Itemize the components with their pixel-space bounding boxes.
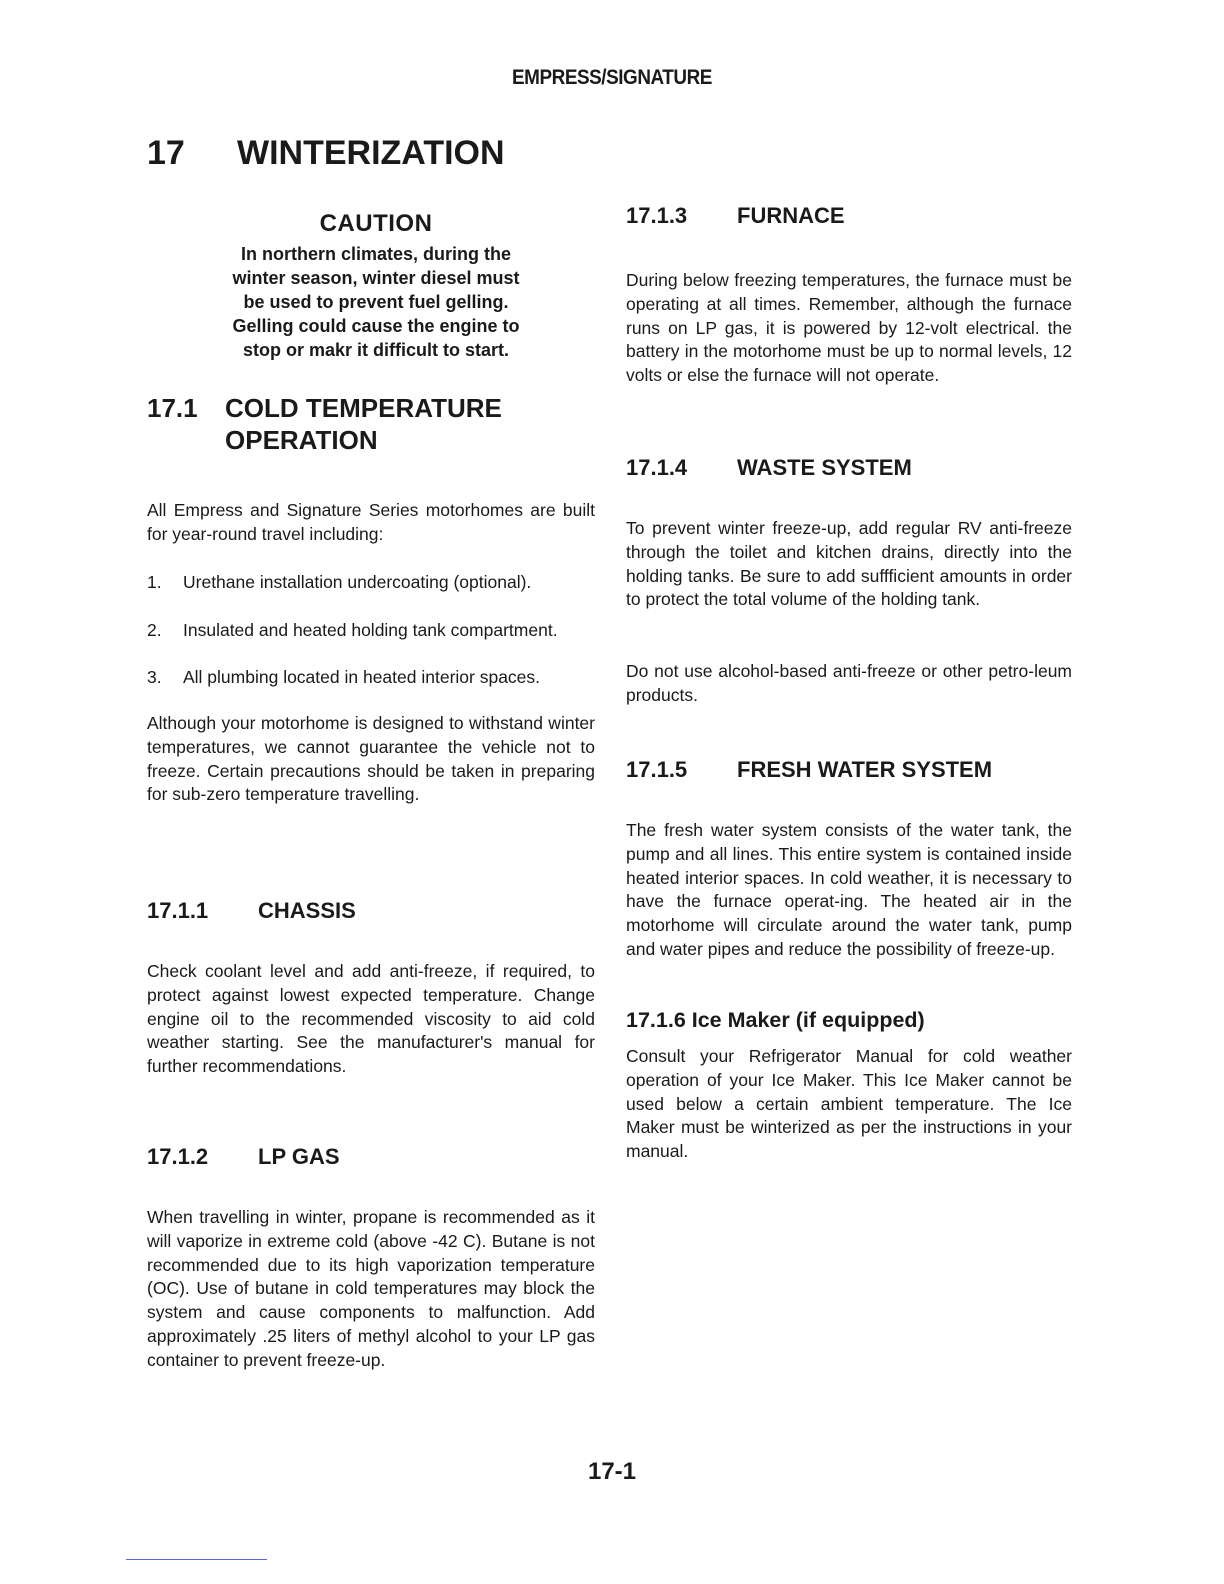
chapter-name: WINTERIZATION — [237, 134, 505, 172]
subsection-number: 17.1.4 — [626, 455, 688, 480]
subsection-title: WASTE SYSTEM — [737, 455, 912, 480]
section-closing-paragraph: Although your motorhome is designed to withstand winter temperatures, we cannot guarantee the vehicle not to freeze. Certain precautions should be taken in preparing for sub-zero temperature travelling. — [147, 713, 595, 805]
caution-line: stop or makr it difficult to start. — [242, 340, 510, 360]
lp-gas-paragraph: When travelling in winter, propane is recommended as it will vaporize in extreme cold (above -42 C). Butane is not recommended due to its high vaporization temperature (OC). Use of butane in cold temperatures may block the system and cause components to malfunction. Add approximately .25 liters of methyl alcohol to your LP gas container to prevent freeze-up. — [147, 1207, 595, 1370]
ice-maker-paragraph: Consult your Refrigerator Manual for cold weather operation of your Ice Maker. This Ice Maker cannot be used below a certain ambient temperature. The Ice Maker must be winterized as per the instructions in your manual. — [626, 1046, 1072, 1162]
chapter-number: 17 — [147, 134, 185, 172]
waste-system-paragraph: To prevent winter freeze-up, add regular RV anti-freeze through the toilet and kitchen drains, directly into the holding tanks. Be sure to add suffficient amounts in order to protect the total volume of the holding tank. — [626, 518, 1072, 610]
subsection-heading-ice-maker: 17.1.6 Ice Maker (if equipped) — [626, 1008, 925, 1032]
subsection-heading-waste-system — [626, 455, 912, 481]
subsection-number: 17.1.5 — [626, 757, 688, 782]
running-header: EMPRESS/SIGNATURE — [512, 66, 712, 89]
section-title-line: OPERATION — [225, 425, 378, 455]
caution-line: In northern climates, during the — [240, 244, 512, 264]
subsection-title: LP GAS — [258, 1144, 340, 1169]
list-text: All plumbing located in heated interior spaces. — [183, 667, 541, 687]
subsection-title: FURNACE — [737, 203, 845, 228]
caution-line: winter season, winter diesel must — [232, 268, 520, 288]
waste-system-warning-paragraph: Do not use alcohol-based anti-freeze or other petro-leum products. — [626, 661, 1072, 705]
section-title-line: COLD TEMPERATURE — [225, 393, 502, 423]
list-item — [147, 570, 595, 594]
fresh-water-paragraph: The fresh water system consists of the water tank, the pump and all lines. This entire system is contained inside heated interior spaces. In cold weather, it is necessary to have the furnace operat-ing. The heated air in the motorhome will circulate around the water tank, pump and water pipes and reduce the possibility of freeze-up. — [626, 820, 1072, 959]
list-number: 3. — [147, 667, 162, 687]
caution-box — [200, 210, 552, 362]
section-number: 17.1 — [147, 393, 198, 423]
chassis-paragraph: Check coolant level and add anti-freeze, if required, to protect against lowest expected temperature. Change engine oil to the recommended viscosity to aid cold weather starting. See the manufacturer's manual for further recommendations. — [147, 961, 595, 1077]
subsection-title: CHASSIS — [258, 898, 356, 923]
subsection-heading-chassis — [147, 898, 356, 924]
subsection-title: FRESH WATER SYSTEM — [737, 757, 993, 782]
page-number: 17-1 — [587, 1458, 637, 1485]
subsection-number: 17.1.3 — [626, 203, 688, 228]
section-intro-paragraph: All Empress and Signature Series motorhomes are built for year-round travel including: — [147, 500, 595, 544]
subsection-number: 17.1.1 — [147, 898, 209, 923]
footnote-rule — [126, 1559, 267, 1560]
furnace-paragraph: During below freezing temperatures, the furnace must be operating at all times. Remember, although the furnace runs on LP gas, it is powered by 12-volt electrical. the battery in the motorhome must be up to normal levels, 12 volts or else the furnace will not operate. — [626, 270, 1072, 386]
list-text: Urethane installation undercoating (optional). — [183, 572, 532, 592]
section-heading-17-1 — [147, 392, 555, 456]
list-item — [147, 665, 595, 689]
caution-line: Gelling could cause the engine to — [232, 316, 520, 336]
list-number: 2. — [147, 620, 162, 640]
chapter-title — [147, 134, 505, 173]
list-text: Insulated and heated holding tank compartment. — [183, 620, 558, 640]
subsection-heading-lp-gas — [147, 1144, 340, 1170]
list-number: 1. — [147, 572, 162, 592]
list-item — [147, 618, 595, 642]
caution-title: CAUTION — [319, 210, 433, 237]
subsection-heading-fresh-water — [626, 757, 992, 783]
caution-line: be used to prevent fuel gelling. — [243, 292, 509, 312]
subsection-heading-furnace — [626, 203, 845, 229]
subsection-number: 17.1.2 — [147, 1144, 209, 1169]
